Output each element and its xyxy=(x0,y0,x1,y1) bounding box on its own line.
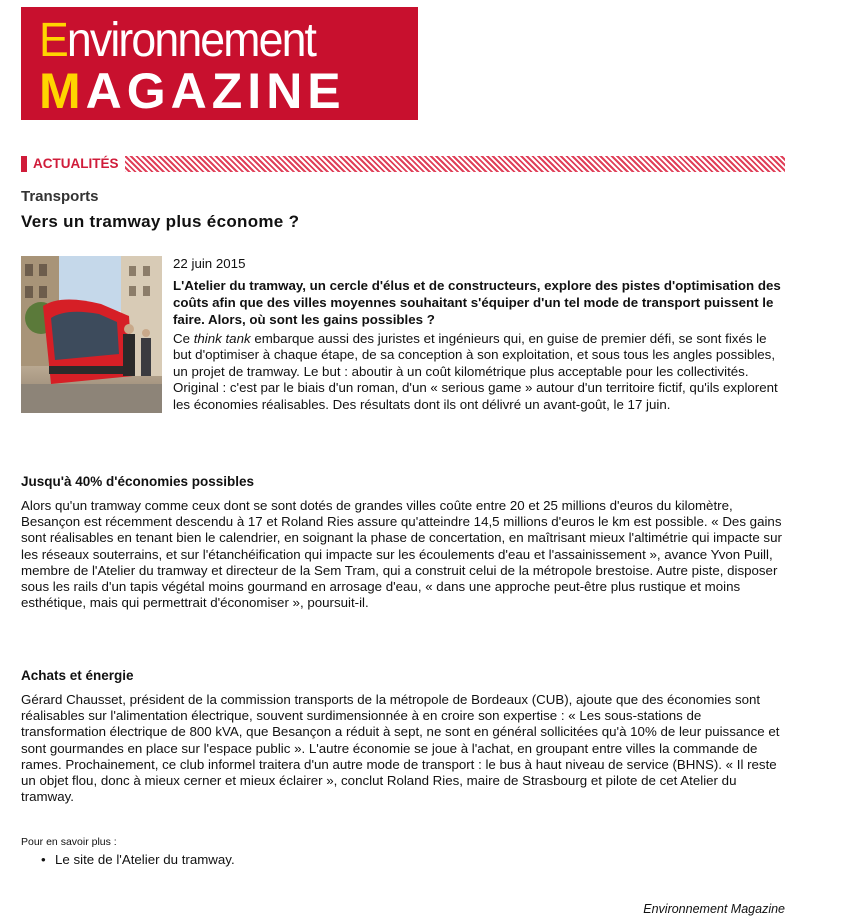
site-logo[interactable] xyxy=(21,7,418,120)
logo-line-environnement: Environnement xyxy=(39,14,316,67)
article-intro xyxy=(21,256,781,421)
section-bar xyxy=(21,156,785,172)
article-source: Environnement Magazine xyxy=(643,902,785,916)
article-intro-text: Ce think tank embarque aussi des juristes et ingénieurs qui, en guise de premier défi, se sont fixés le but d'optimiser à chaque étape, de sa conception à son exploitation, et sous tous les angles possibles, un projet de tramway. Le but : aboutir à un coût kilométrique plus acceptable pour les collectivités. Original : c'est par le biais d'un roman, d'un « serious game » autour d'un territoire fictif, qu'ils explorent les économies réalisables. Des résultats dont ils ont délivré un avant-goût, le 17 juin. xyxy=(173,330,778,412)
section-label[interactable]: ACTUALITÉS xyxy=(27,156,125,172)
section-text-economies: Alors qu'un tramway comme ceux dont se sont dotés de grandes villes coûte entre 20 et 25 millions d'euros du kilomètre, Besançon est récemment descendu à 17 et Roland Ries assure qu'atteindre 14,5 millions d'euros le km est possible. « Des gains sont réalisables en tenant bien le calendrier, en soignant la phase de concertation, en maîtrisant mieux l'altimétrie qui impacte sur les réseaux souterrains, et sur l'étanchéification qui impacte sur les écoulements d'eau et l'assainissement », avance Yvon Puill, membre de l'Atelier du tramway et directeur de la Sem Tram, qui a construit celui de la métropole brestoise. Autre piste, disposer sous les rails d'un tapis végétal moins gourmand en arrosage d'eau, « dans une approche peut-être plus rustique et moins esthétique, mais qui permettrait d'économiser », poursuit-il. xyxy=(21,498,782,611)
article-date: 22 juin 2015 xyxy=(173,256,246,271)
more-info-label: Pour en savoir plus : xyxy=(21,836,117,848)
more-info-list xyxy=(21,852,235,867)
article-kicker: Transports xyxy=(21,188,99,205)
article-lead: L'Atelier du tramway, un cercle d'élus et de constructeurs, explore des pistes d'optimisation des coûts afin que des villes moyennes souhaitant s'équiper d'un tel mode de transport puissent le faire. Alors, où sont les gains possibles ? xyxy=(173,277,781,327)
section-heading-economies: Jusqu'à 40% d'économies possibles xyxy=(21,474,255,489)
article-title: Vers un tramway plus économe ? xyxy=(21,212,300,231)
section-heading-achats: Achats et énergie xyxy=(21,668,134,683)
more-info-link[interactable]: • Le site de l'Atelier du tramway. xyxy=(21,852,235,867)
tramway-photo xyxy=(21,256,162,413)
logo-line-magazine: MAGAZINE xyxy=(39,63,346,119)
section-text-achats: Gérard Chausset, président de la commission transports de la métropole de Bordeaux (CUB), ajoute que des économies sont réalisables sur l'alimentation électrique, souvent surdimensionnée à en croire son expertise : « Les sous-stations de transformation électrique de 800 kVA, que Besançon a réduit à sept, ne sont en général sollicitées qu'à 10% de leur puissance et sont gourmandes en place sur l'espace public ». L'autre économie se joue à l'achat, en groupant entre villes la commande de rames. Prochainement, ce club informel traitera d'un autre mode de transport : le bus à haut niveau de service (BHNS). « Il reste un objet flou, donc à mieux cerner et mieux éclairer », conclut Roland Ries, maire de Strasbourg et pilote de cet Atelier du tramway. xyxy=(21,692,780,805)
